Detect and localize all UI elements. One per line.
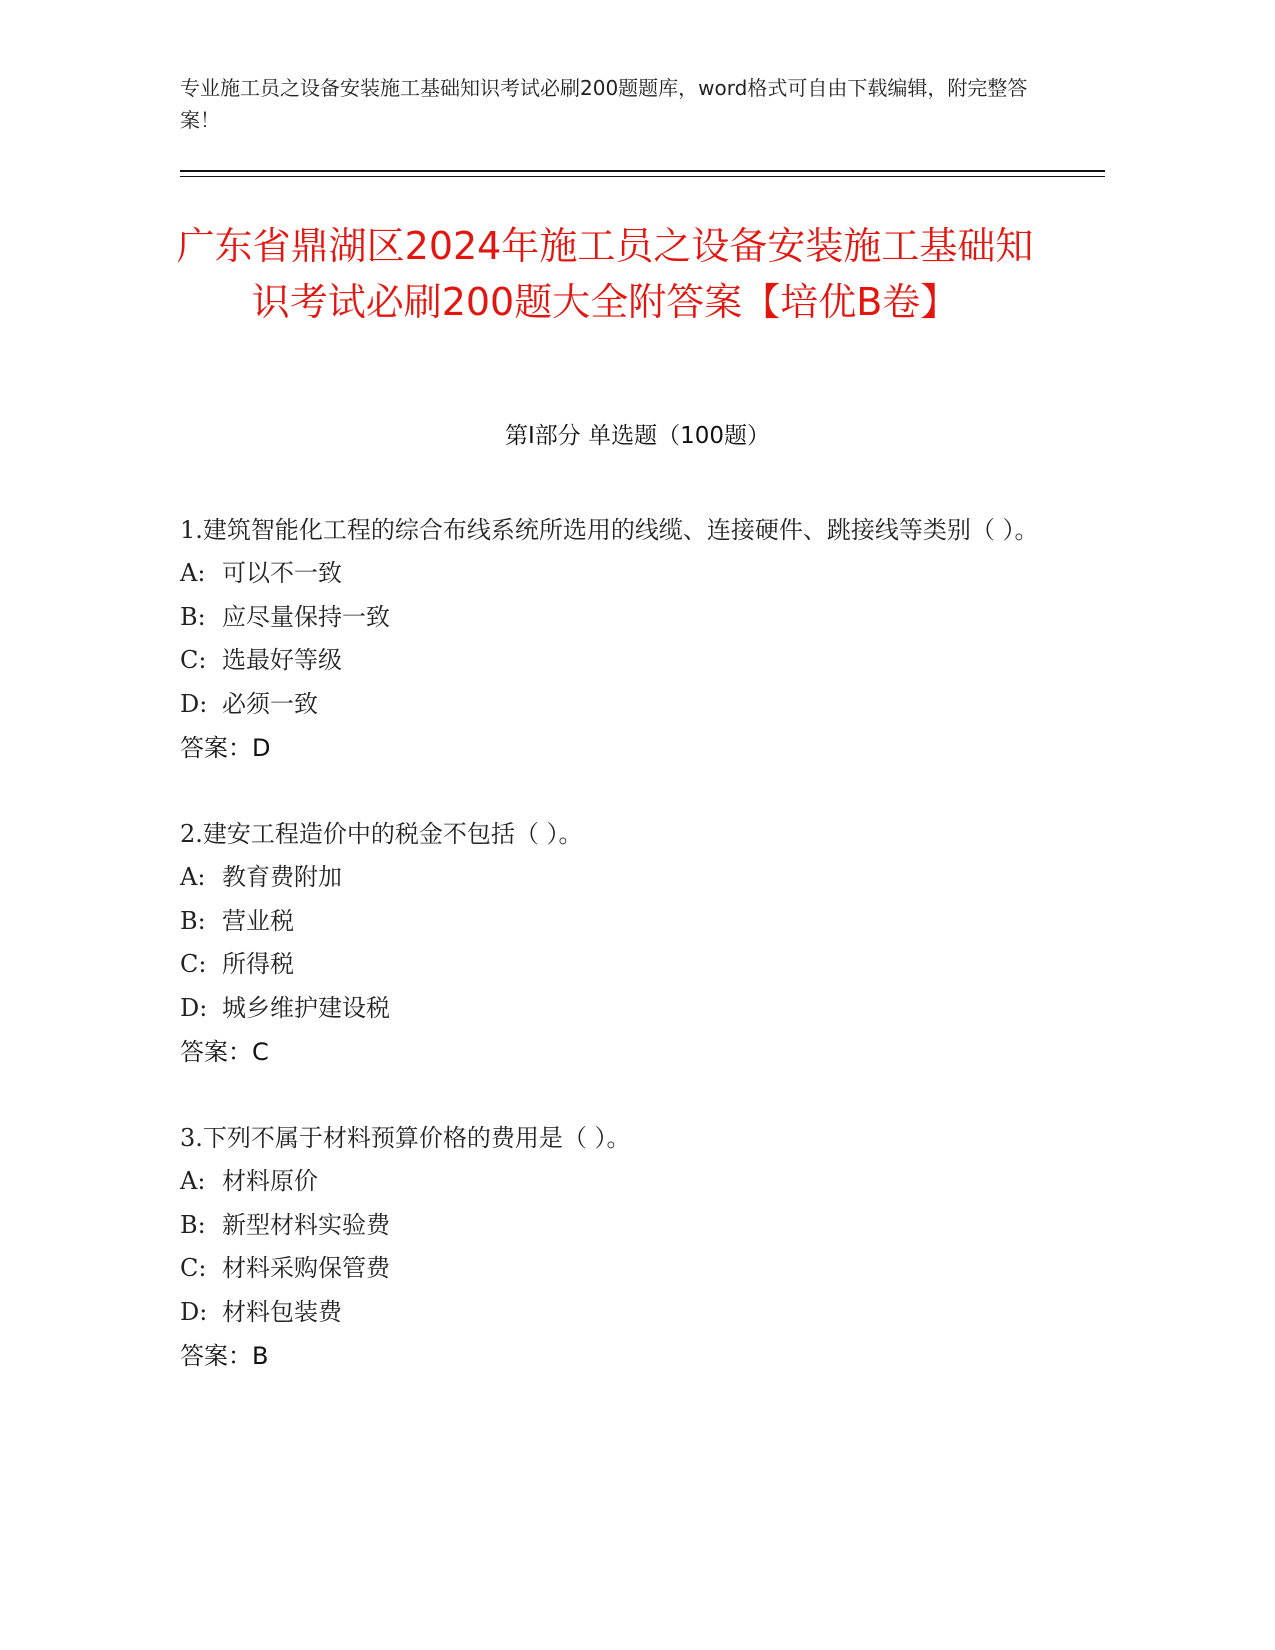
question-1 [180,508,1040,770]
option-text: 材料包装费 [222,1297,342,1326]
option-c [180,943,1040,987]
option-b [180,1204,1040,1248]
option-text: 城乡维护建设税 [222,993,390,1022]
option-d [180,987,1040,1031]
option-d [180,1291,1040,1335]
document-title: 广东省鼎湖区2024年施工员之设备安装施工基础知识考试必刷200题大全附答案【培优B卷】 [176,224,1034,324]
header-note: 专业施工员之设备安装施工基础知识考试必刷200题题库，word格式可自由下载编辑，附完整答案！ [180,76,1028,132]
question-stem: 2.建安工程造价中的税金不包括（ ）。 [180,820,583,848]
option-text: 可以不一致 [222,559,342,587]
option-c [180,639,1040,683]
question-list [180,508,1040,1420]
option-text: 新型材料实验费 [222,1210,390,1239]
question-stem: 1.建筑智能化工程的综合布线系统所选用的线缆、连接硬件、跳接线等类别（ ）。 [180,516,1039,544]
question-3 [180,1116,1040,1378]
option-letter: D: [180,1297,208,1326]
option-d [180,683,1040,727]
option-text: 必须一致 [222,689,318,718]
option-letter: A: [180,1167,206,1195]
option-c [180,1247,1040,1291]
option-text: 选最好等级 [222,646,342,674]
option-letter: A: [180,863,206,891]
option-a [180,1160,1040,1204]
option-a [180,552,1040,596]
option-b [180,900,1040,944]
option-letter: B: [180,1210,206,1239]
option-text: 所得税 [222,950,294,978]
option-text: 材料原价 [222,1167,318,1195]
question-2 [180,812,1040,1074]
option-letter: C: [180,646,207,674]
option-b [180,596,1040,640]
answer-line: 答案：C [180,1038,269,1066]
option-letter: B: [180,602,206,631]
header-rule-thin [180,176,1105,177]
option-letter: A: [180,559,206,587]
header-rule-thick [180,170,1105,172]
option-letter: D: [180,993,208,1022]
option-text: 应尽量保持一致 [222,602,390,631]
option-text: 教育费附加 [222,863,342,891]
option-letter: C: [180,950,207,978]
answer-line: 答案：B [180,1342,269,1370]
option-a [180,856,1040,900]
option-text: 营业税 [222,906,294,935]
answer-line: 答案：D [180,734,271,762]
option-letter: B: [180,906,206,935]
option-text: 材料采购保管费 [222,1254,390,1282]
option-letter: C: [180,1254,207,1282]
option-letter: D: [180,689,208,718]
question-stem: 3.下列不属于材料预算价格的费用是（ ）。 [180,1124,631,1152]
section-title: 第Ⅰ部分 单选题（100题） [505,423,770,449]
